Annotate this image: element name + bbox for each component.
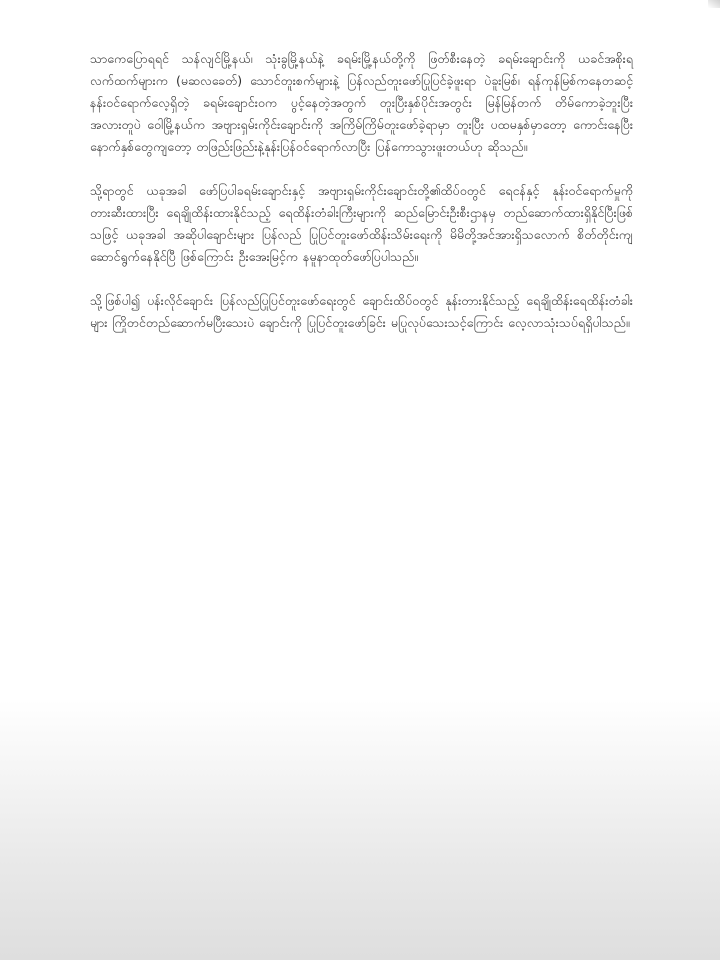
page-corner-shadow xyxy=(708,0,720,8)
article-body xyxy=(90,48,633,356)
paragraph-1: သာကေပြောရရင် သန်လျင်မြို့နယ်၊ သုံးခွမြို့နယ်နဲ့ ခရမ်းမြို့နယ်တို့ကို ဖြတ်စီးနေတဲ့ ခရမ်းချောင်းကို ယခင်အစိုးရလက်ထက်များက (မဆလခေတ်) သောင်တူးစက်များနဲ့ ပြန်လည်တူးဖော်ပြုပြင်ခဲ့ဖူးရာ ပဲခူးမြစ်၊ ရန်ကုန်မြစ်ကနေတဆင့် နန်းဝင်ရောက်လေ့ရှိတဲ့ ခရမ်းချောင်းဝက ပွင့်နေတဲ့အတွက် တူးပြီးနှစ်ပိုင်းအတွင်း မြန်မြန်တက် တိမ်ကောခဲ့ဘူးပြီး အလားတူပဲ ဝေါမြို့နယ်က အဗျားရှမ်းကိုင်းချောင်းကို အကြိမ်ကြိမ်တူးဖော်ခဲ့ရာမှာ တူးပြီး ပထမနှစ်မှာတော့ ကောင်းနေပြီး နောက်နှစ်တွေကျတော့ တဖြည်းဖြည်းနဲ့နုန်းပြန်ဝင်ရောက်လာပြီး ပြန်ကောသွားဖူးတယ်ဟု ဆိုသည်။ xyxy=(90,51,633,154)
paragraph-2: သို့ရာတွင် ယခုအခါ ဖော်ပြပါခရမ်းချောင်းနှင့် အဗျားရှမ်းကိုင်းချောင်းတို့၏ထိပ်ဝတွင် ရေငန်နှင့် နုန်းဝင်ရောက်မှုကို တားဆီးထားပြီး ရေချိုထိန်းထားနိုင်သည့် ရေထိန်းတံခါးကြီးများကို ဆည်မြောင်းဦးစီးဌာနမှ တည်ဆောက်ထားရှိနိုင်ပြီးဖြစ်သဖြင့် ယခုအခါ အဆိုပါချောင်းများ ပြန်လည် ပြုပြင်တူးဖော်ထိန်းသိမ်းရေးကို မိမိတို့အင်အားရှိသလောက် စိတ်တိုင်းကျဆောင်ရွက်နေနိုင်ပြီ ဖြစ်ကြောင်း ဦးအေးမြင့်က နမူနာထုတ်ဖော်ပြပါသည်။ xyxy=(90,183,633,264)
paragraph-3: သို့ဖြစ်ပါ၍ ပန်းလိုင်ချောင်း ပြန်လည်ပြုပြင်တူးဖော်ရေးတွင် ချောင်းထိပ်ဝတွင် နုန်းတားနိုင်သည့် ရေချိုထိန်းရေထိန်းတံခါးများ ကြိုတင်တည်ဆောက်မပြီးသေးပဲ ချောင်းကို ပြုပြင်တူးဖော်ခြင်း မပြုလုပ်သေးသင့်ကြောင်း လေ့လာသုံးသပ်ရရှိပါသည်။ xyxy=(90,293,633,330)
